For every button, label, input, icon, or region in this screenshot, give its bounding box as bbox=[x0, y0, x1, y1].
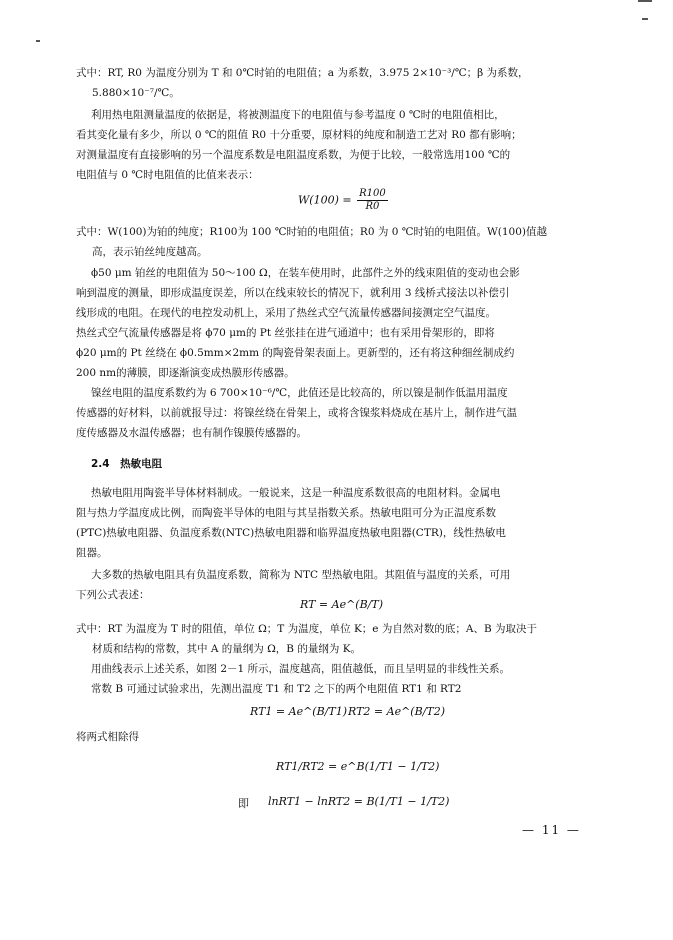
scan-mark bbox=[638, 0, 652, 2]
scan-mark bbox=[642, 18, 648, 20]
text-line: 阻器。 bbox=[76, 547, 108, 559]
fraction-numerator: R100 bbox=[359, 188, 386, 199]
section-heading: 2.4 热敏电阻 bbox=[91, 458, 163, 470]
equation-rt2: RT2 = Ae^(B/T2) bbox=[348, 705, 446, 718]
equation-ntc: RT = Ae^(B/T) bbox=[300, 598, 384, 611]
text-line: 热敏电阻用陶瓷半导体材料制成。一般说来，这是一种温度系数很高的电阻材料。金属电 bbox=[91, 487, 501, 499]
text-line: 阻与热力学温度成比例，而陶瓷半导体的电阻与其呈指数关系。热敏电阻可分为正温度系数 bbox=[76, 507, 496, 519]
text-line: 将两式相除得 bbox=[76, 731, 139, 743]
text-line: 对测量温度有直接影响的另一个温度系数是电阻温度系数，为便于比较，一般常选用100 ℃的 bbox=[76, 149, 511, 161]
text-line: 度传感器及水温传感器；也有制作镍膜传感器的。 bbox=[76, 427, 307, 439]
text-line: 高，表示铂丝纯度越高。 bbox=[92, 246, 208, 258]
equation-ratio: RT1/RT2 = e^B(1/T1 − 1/T2) bbox=[276, 760, 440, 773]
text-line: 利用热电阻测量温度的依据是，将被测温度下的电阻值与参考温度 0 ℃时的电阻值相比， bbox=[91, 109, 505, 121]
text-line: 电阻值与 0 ℃时电阻值的比值来表示： bbox=[76, 169, 259, 181]
text-line: 镍丝电阻的温度系数约为 6 700×10⁻⁶/℃，此值还是比较高的，所以镍是制作低温用温度 bbox=[91, 387, 508, 399]
text-line: ϕ50 μm 铂丝的电阻值为 50～100 Ω，在装车使用时，此部件之外的线束阻值的变动也会影 bbox=[91, 267, 520, 279]
scan-mark bbox=[36, 40, 40, 42]
equation-rt1: RT1 = Ae^(B/T1) bbox=[250, 705, 348, 718]
page-number: — 11 — bbox=[522, 823, 581, 837]
text-line: 式中：W(100)为铂的纯度；R100为 100 ℃时铂的电阻值；R0 为 0 ℃时铂的电阻值。W(100)值越 bbox=[76, 226, 547, 238]
text-line: 常数 B 可通过试验求出，先测出温度 T1 和 T2 之下的两个电阻值 RT1 和 RT2 bbox=[91, 683, 462, 695]
equation-w100 bbox=[298, 188, 390, 213]
text-line: 大多数的热敏电阻具有负温度系数，简称为 NTC 型热敏电阻。其阻值与温度的关系，可用 bbox=[91, 569, 511, 581]
text-line: 响到温度的测量，即形成温度误差，所以在线束较长的情况下，就利用 3 线桥式接法以补偿引 bbox=[76, 287, 510, 299]
text-line: ϕ20 μm的 Pt 丝绕在 ϕ0.5mm×2mm 的陶瓷骨架表面上。更新型的，还有将这种细丝制成约 bbox=[76, 347, 515, 359]
text-line: (PTC)热敏电阻器、负温度系数(NTC)热敏电阻器和临界温度热敏电阻器(CTR)，线性热敏电 bbox=[76, 527, 506, 539]
fraction bbox=[357, 188, 388, 213]
equation-prefix: 即 bbox=[238, 797, 249, 810]
text-line: 看其变化量有多少，所以 0 ℃的阻值 R0 十分重要，原材料的纯度和制造工艺对 R0 都有影响； bbox=[76, 129, 522, 141]
text-line: 传感器的好材料，以前就报导过：将镍丝绕在骨架上，或将含镍浆料烧成在基片上，制作进气温 bbox=[76, 407, 517, 419]
text-line: 材质和结构的常数，其中 A 的量纲为 Ω，B 的量纲为 K。 bbox=[92, 643, 362, 655]
text-line: 热丝式空气流量传感器是将 ϕ70 μm的 Pt 丝张挂在进气通道中；也有采用骨架形的，即将 bbox=[76, 327, 495, 339]
text-line: 下列公式表述： bbox=[76, 589, 150, 601]
text-line: 式中：RT, R0 为温度分别为 T 和 0℃时铂的电阻值；a 为系数，3.975 2×10⁻³/℃；β 为系数， bbox=[76, 67, 529, 79]
text-line: 5.880×10⁻⁷/℃。 bbox=[92, 87, 180, 99]
text-line: 式中：RT 为温度为 T 时的阻值，单位 Ω；T 为温度，单位 K；e 为自然对数的底；A、B 为取决于 bbox=[76, 623, 537, 635]
fraction-denominator: R0 bbox=[365, 201, 380, 212]
text-line: 线形成的电阻。在现代的电控发动机上，采用了热丝式空气流量传感器间接测定空气温度。 bbox=[76, 307, 496, 319]
text-line: 用曲线表示上述关系，如图 2－1 所示，温度越高，阻值越低，而且呈明显的非线性关系。 bbox=[91, 663, 511, 675]
text-line: 200 nm的薄膜，即逐渐演变成热膜形传感器。 bbox=[76, 367, 295, 379]
equation-ln: lnRT1 − lnRT2 = B(1/T1 − 1/T2) bbox=[268, 795, 450, 808]
equation-lhs: W(100) = bbox=[298, 193, 352, 207]
